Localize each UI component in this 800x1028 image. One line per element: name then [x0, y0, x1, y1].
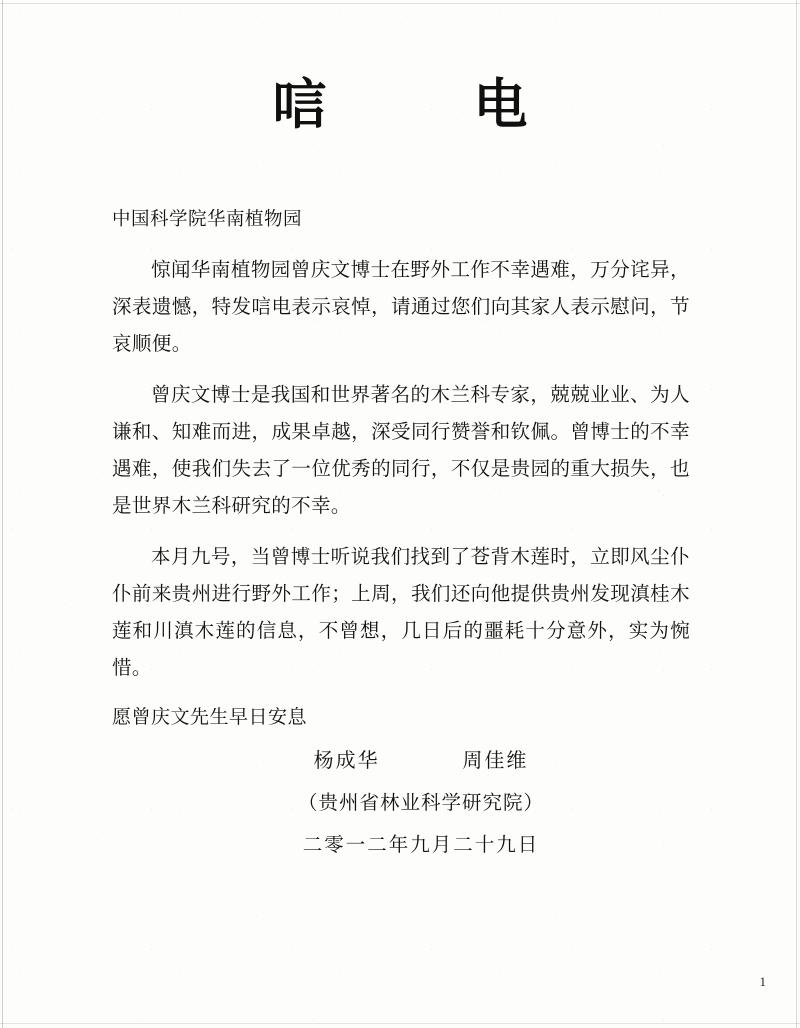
closing-line: 愿曾庆文先生早日安息	[112, 706, 308, 728]
document-body	[112, 205, 690, 857]
scan-edge-top	[0, 3, 800, 4]
signer-1: 杨成华	[313, 748, 380, 772]
scan-edge-right	[796, 0, 797, 1028]
paragraph-3: 本月九号，当曾博士听说我们找到了苍背木莲时，立即风尘仆仆前来贵州进行野外工作；上周，我们还向他提供贵州发现滇桂木莲和川滇木莲的信息，不曾想，几日后的噩耗十分意外，实为惋惜。	[112, 545, 690, 679]
signing-organization: （贵州省林业科学研究院）	[297, 791, 544, 814]
signer-2: 周佳维	[462, 748, 529, 772]
signers	[152, 744, 690, 773]
signing-date: 二零一二年九月二十九日	[302, 833, 540, 856]
page-number: 1	[759, 974, 766, 989]
signature-block	[112, 744, 690, 857]
scan-edge-bottom	[0, 1023, 800, 1024]
document-title: 唁 电	[272, 73, 592, 136]
paragraph-1: 惊闻华南植物园曾庆文博士在野外工作不幸遇难，万分诧异，深表遗憾，特发唁电表示哀悼，请通过您们向其家人表示慰问，节哀顺便。	[112, 258, 690, 355]
paragraph-2: 曾庆文博士是我国和世界著名的木兰科专家，兢兢业业、为人谦和、知难而进，成果卓越，深受同行赞誉和钦佩。曾博士的不幸遇难，使我们失去了一位优秀的同行，不仅是贵园的重大损失，也是世界木兰科研究的不幸。	[112, 383, 690, 517]
addressee-line: 中国科学院华南植物园	[112, 209, 303, 230]
scan-edge-left	[2, 0, 3, 1028]
